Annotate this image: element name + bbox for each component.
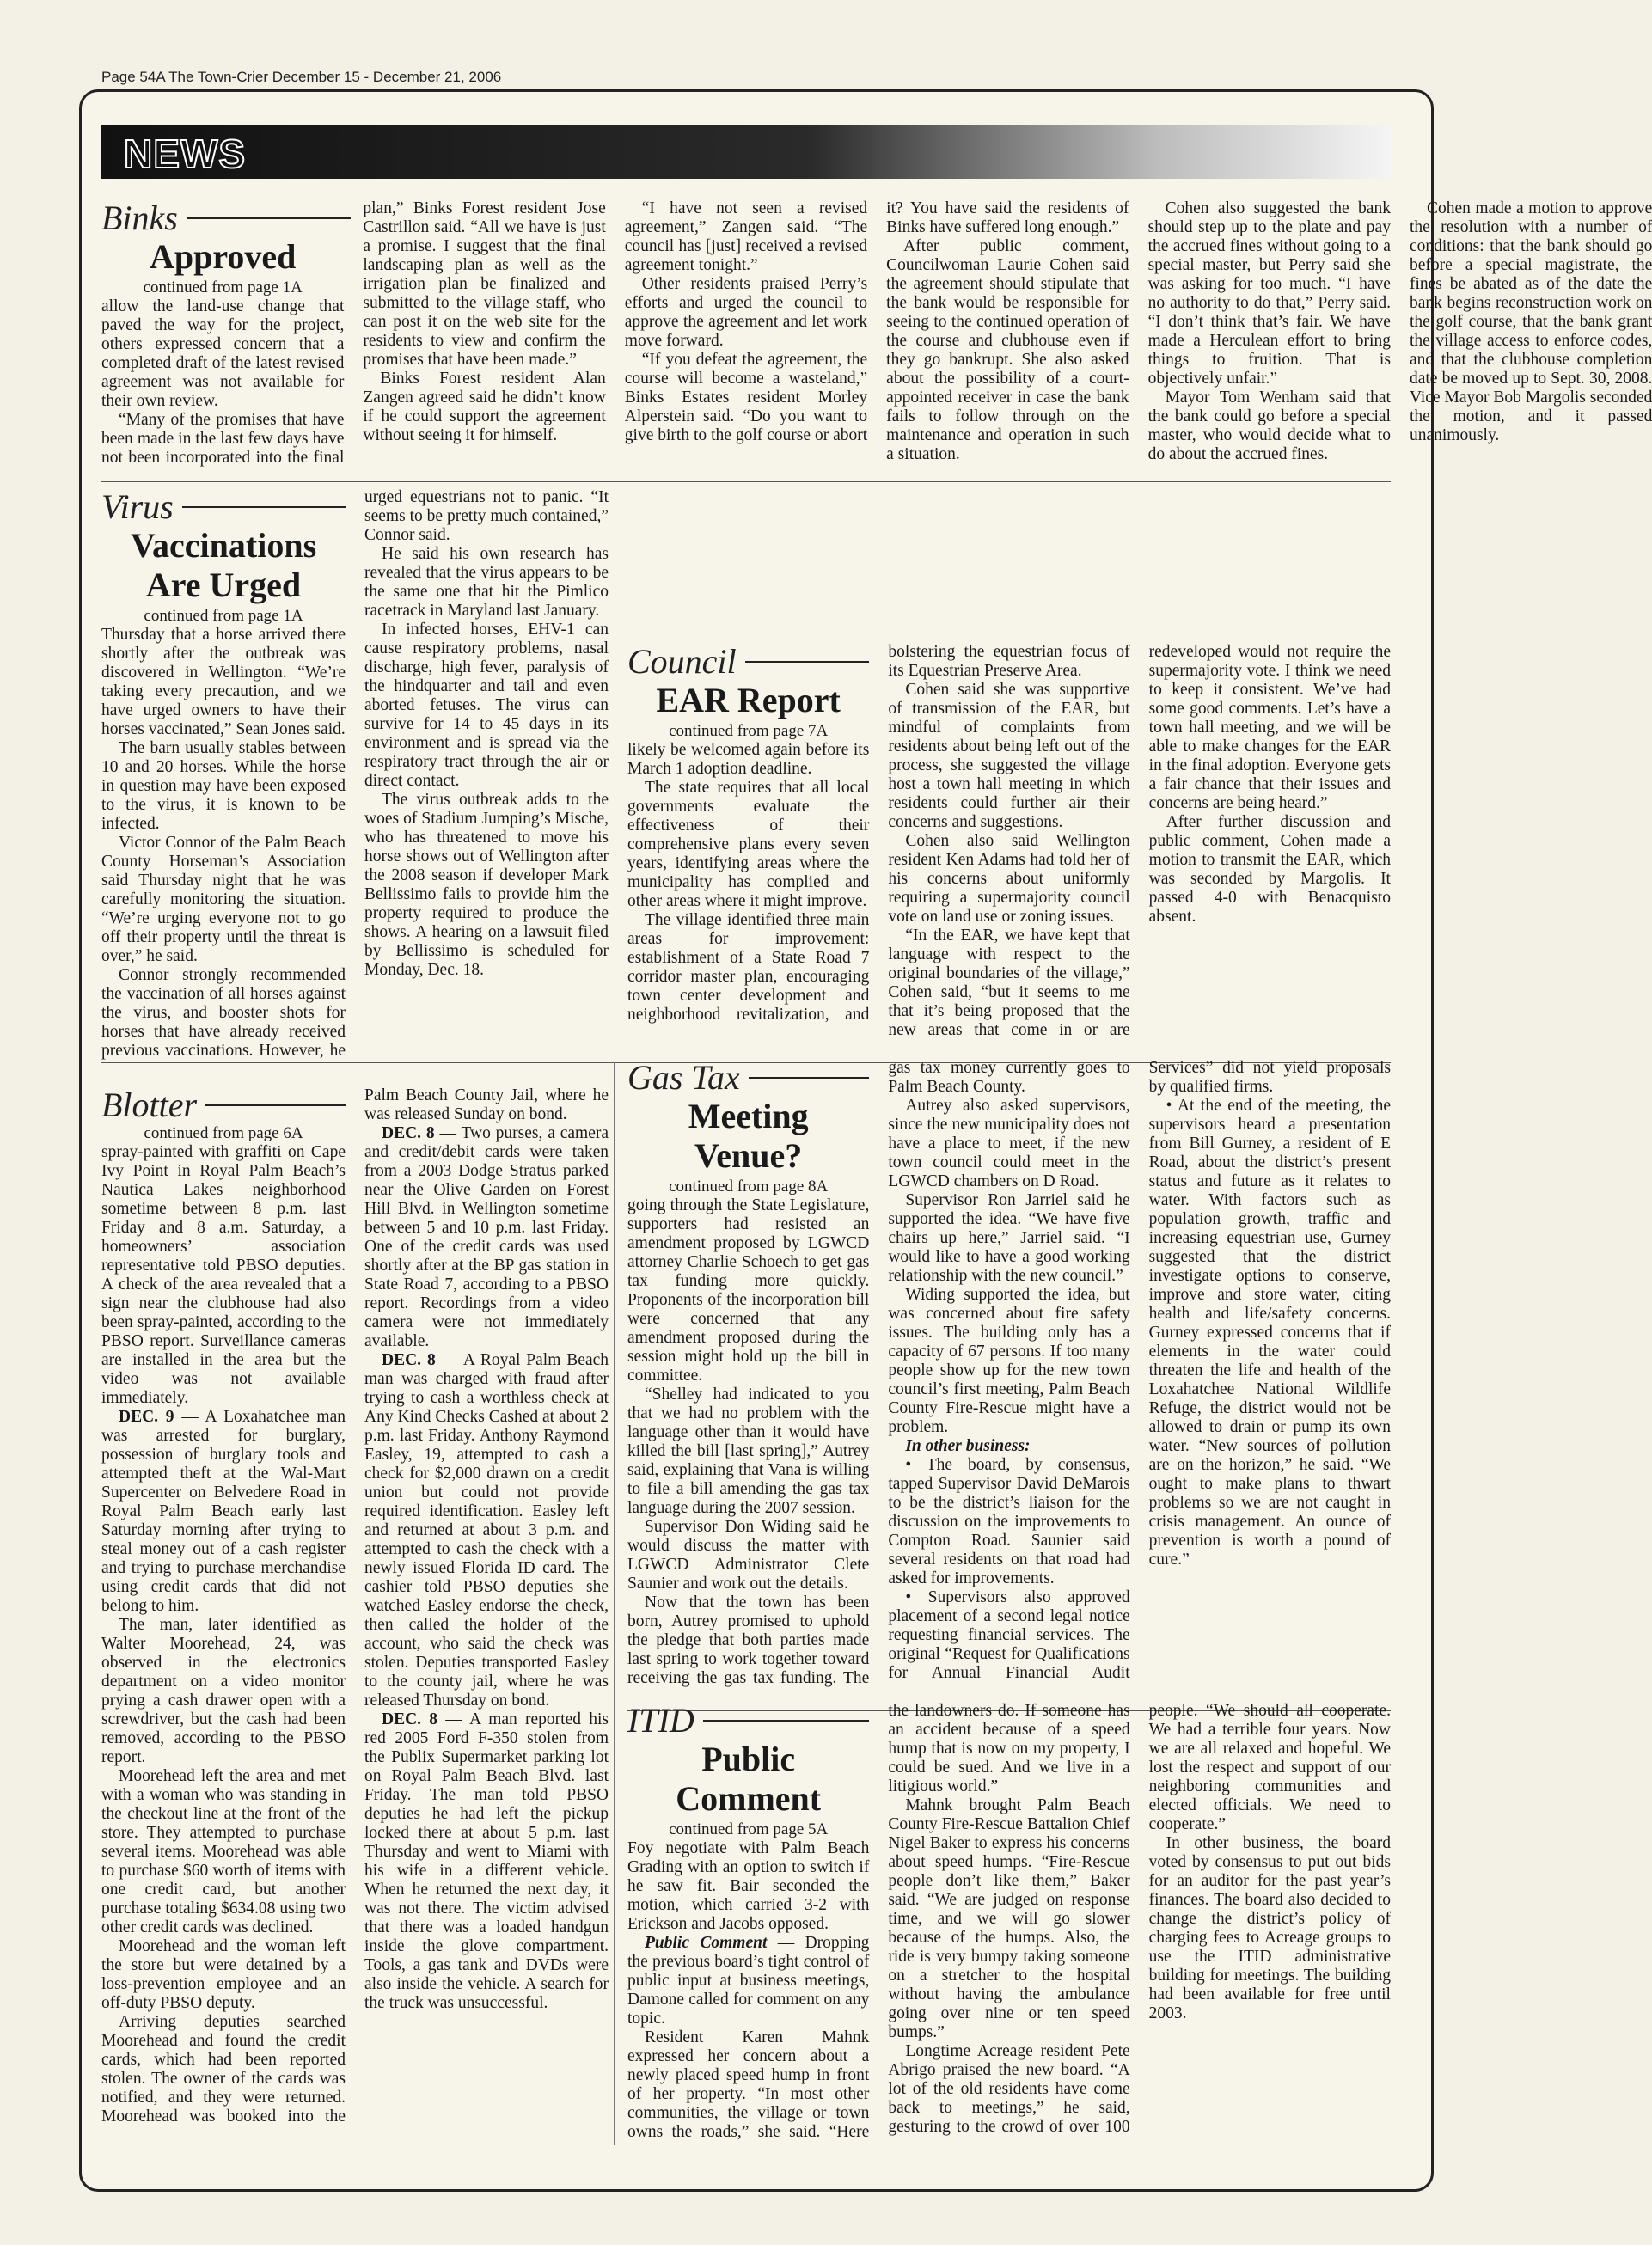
story-paragraph: The virus outbreak adds to the woes of Stadium Jumping’s Mische, who has threatened to move his horse shows out of Wellington after the 2008 season if developer Mark Bellissimo fails to provide him the property required to produce the shows. A hearing on a lawsuit filed by Bellissimo is scheduled for Monday, Dec. 18. bbox=[364, 791, 609, 979]
story-paragraph: Cohen said she was supportive of transmission of the EAR, but mindful of complaints from residents about being left out of the process, she suggested the village host a town hall meeting in which residents could further air their concerns and suggestions. bbox=[888, 681, 1130, 831]
story-paragraph: In other business, the board voted by consensus to put out bids for an auditor for the past year’s finances. The board also decided to change the district’s policy of charging fees to Acreage groups to use the ITID administrative building for meetings. The building had been available for free until 2003. bbox=[1148, 1834, 1391, 2022]
story-kicker: Council bbox=[627, 643, 869, 681]
story-paragraph: “In the EAR, we have kept that language with respect to the original boundaries of the village,” Cohen said, “but it seems to me that it’s being proposed that the new areas that come in or are redeveloped would not require the supermajority vote. I think we need to keep it consistent. We’ve had some good comments. Let’s have a town hall meeting, and we will be able to make changes for the EAR in the final adoption. Everyone gets a fair chance that their issues and concerns are being heard.” bbox=[888, 643, 1391, 1039]
story-kicker: Gas Tax bbox=[627, 1059, 869, 1097]
story-paragraph: spray-painted with graffiti on Cape Ivy Point in Royal Palm Beach’s Nautica Lakes neighborhood sometime between 8 p.m. last Friday and 8 a.m. Saturday, a homeowners’ association representative told PBSO deputies. A check of the area revealed that a sign near the clubhouse had also been spray-painted, according to the PBSO report. Surveillance cameras are installed in the area but the video was not available immediately. bbox=[101, 1143, 346, 1407]
story-headline-line: Venue? bbox=[694, 1136, 803, 1175]
story-gas-tax bbox=[627, 1059, 1391, 1707]
story-paragraph: Public Comment — Dropping the previous board’s tight control of public input at business meetings, Damone called for comment on any topic. bbox=[627, 1934, 870, 2028]
story-paragraph: The barn usually stables between 10 and 20 horses. While the horse in question may have been exposed to the virus, it is known to be infected. bbox=[101, 739, 346, 833]
story-paragraph: Binks Forest resident Alan Zangen agreed said he didn’t know if he could support the agreement without seeing it for himself. bbox=[363, 370, 606, 444]
continued-line: continued from page 1A bbox=[144, 607, 303, 625]
continued-line: continued from page 5A bbox=[669, 1820, 829, 1838]
story-body bbox=[627, 1702, 1391, 2149]
story-paragraph: Longtime Acreage resident Pete Abrigo praised the new board. “A lot of the old residents have come back to meetings,” he said, gesturing to the crowd of over 100 people. “We should all cooperate. We had a terrible four years. Now we are all relaxed and hopeful. We lost the respect and support of our neighboring communities and elected officials. We need to cooperate.” bbox=[888, 1702, 1391, 2136]
story-paragraph: The village identified three main areas for improvement: establishment of a State Road 7 corridor master plan, encouraging town center development and neighborhood revitalization, and bolstering the equestrian focus of its Equestrian Preserve Area. bbox=[627, 643, 1130, 1024]
story-paragraph: After public comment, Councilwoman Laurie Cohen said the agreement should stipulate that the bank would be responsible for seeing to the continued operation of the course and clubhouse even if they go bankrupt. She also asked about the possibility of a court-appointed receiver in case the bank fails to follow through on the maintenance and operation in such a situation. bbox=[886, 237, 1129, 463]
story-paragraph: Resident Karen Mahnk expressed her concern about a newly placed speed hump in front of her property. “In most other communities, the village or town owns the roads,” she said. “Here the landowners do. If someone has an accident because of a speed hump that is now on my property, I could be sued. And we live in a litigious world.” bbox=[627, 1702, 1130, 2141]
story-body bbox=[101, 1086, 609, 2145]
story-binks bbox=[101, 199, 1652, 473]
story-paragraph: Arriving deputies searched Moorehead and found the credit cards, which had been reported stolen. The owner of the cards was notified, and they were returned. Moorehead was booked into the Palm Beach County Jail, where he was released Sunday on bond. bbox=[101, 1086, 609, 2126]
blotter-date: DEC. 8 bbox=[382, 1124, 435, 1142]
continued-line: continued from page 8A bbox=[669, 1178, 829, 1196]
section-title: NEWS bbox=[124, 132, 246, 176]
story-paragraph: going through the State Legislature, supporters had resisted an amendment proposed by LGWCD attorney Charlie Schoech to get gas tax funding more quickly. Proponents of the incorporation bill were concerned that any amendment proposed during the session might hold up the bill in committee. bbox=[627, 1196, 870, 1385]
story-paragraph: Now that the town has been born, Autrey promised to uphold the pledge that both parties made last spring to work together toward receiving the gas tax funding. The gas tax money currently goes to Palm Beach County. bbox=[627, 1059, 1130, 1687]
subhead: In other business: bbox=[905, 1437, 1031, 1455]
story-paragraph: The man, later identified as Walter Moorehead, 24, was observed in the electronics department on a video monitor prying a cash drawer open with a screwdriver, but the cash had been removed, according to the PBSO report. bbox=[101, 1616, 346, 1766]
story-paragraph: In infected horses, EHV-1 can cause respiratory problems, nasal discharge, high fever, paralysis of the hindquarter and tail and even aborted fetuses. The virus can survive for 14 to 45 days in its environment and is spread via the respiratory tract through the air or direct contact. bbox=[364, 621, 609, 790]
continued-line: continued from page 1A bbox=[143, 278, 303, 297]
story-council bbox=[627, 643, 1391, 1047]
story-paragraph: He said his own research has revealed that the virus appears to be the same one that hit the Pimlico racetrack in Maryland last January. bbox=[364, 545, 609, 620]
story-paragraph: Cohen made a motion to approve the resolution with a number of conditions: that the bank should go before a special magistrate, the fines be abated as of the date the bank begins reconstruction work on the golf course, that the bank grant the village access to enforce codes, and that the clubhouse completion date be moved up to Sept. 30, 2008. Vice Mayor Bob Margolis seconded the motion, and it passed unanimously. bbox=[1409, 199, 1652, 444]
story-paragraph: DEC. 9 — A Loxahatchee man was arrested for burglary, possession of burglary tools and attempted theft at the Wal-Mart Supercenter on Belvedere Road in Royal Palm Beach early last Saturday morning after trying to steal money out of a cash register and trying to purchase merchandise using credit cards that did not belong to him. bbox=[101, 1408, 346, 1615]
blotter-date: DEC. 8 bbox=[382, 1710, 438, 1728]
story-kicker: Binks bbox=[101, 199, 351, 237]
story-itid bbox=[627, 1702, 1391, 2149]
story-blotter bbox=[101, 1086, 609, 2145]
story-paragraph: The state requires that all local governments evaluate the effectiveness of their comprehensive plans every seven years, identifying areas where the municipality has complied and other areas where it might improve. bbox=[627, 779, 870, 910]
story-paragraph: Moorehead and the woman left the store but were detained by a loss-prevention employee and an off-duty PBSO deputy. bbox=[101, 1937, 346, 2012]
story-body bbox=[101, 488, 609, 1066]
story-virus bbox=[101, 488, 609, 1066]
story-paragraph: Cohen also suggested the bank should step up to the plate and pay the accrued fines without going to a special master, but Perry said she was asking for too much. “I have no authority to do that,” Perry said. “I don’t think that’s fair. We have made a Herculean effort to bring things to fruition. That is objectively unfair.” bbox=[1147, 199, 1391, 388]
section-banner bbox=[101, 125, 1391, 179]
story-paragraph: Cohen also said Wellington resident Ken Adams had told her of his concerns about uniformly requiring a supermajority council vote on land use or zoning issues. bbox=[888, 832, 1130, 926]
story-paragraph: DEC. 8 — A Royal Palm Beach man was charged with fraud after trying to cash a worthless check at Any Kind Checks Cashed at about 2 p.m. last Friday. Anthony Raymond Easley, 19, attempted to cash a check for $2,000 drawn on a credit union but could not provide required identification. Easley left and returned at about 3 p.m. and attempted to cash the check with a newly issued Florida ID card. The cashier told PBSO deputies she watched Easley endorse the check, then called the holder of the account, who said the check was stolen. Deputies transported Easley to the county jail, where he was released Thursday on bond. bbox=[364, 1351, 609, 1710]
story-paragraph: “I have not seen a revised agreement,” Zangen said. “The council has [just] received a revised agreement tonight.” bbox=[624, 199, 868, 274]
story-paragraph: After further discussion and public comment, Cohen made a motion to transmit the EAR, which was seconded by Margolis. It passed 4-0 with Benacquisto absent. bbox=[1148, 813, 1391, 926]
story-paragraph: • At the end of the meeting, the supervisors heard a presentation from Bill Gurney, a resident of E Road, about the district’s present status and future as it relates to water. With factors such as population growth, traffic and increasing equestrian use, Gurney suggested that the district investigate options to conserve, improve and store water, citing health and life/safety concerns. Gurney expressed concerns that if elements in the water could threaten the life and health of the Loxahatchee National Wildlife Refuge, the district would not be allowed to drain or pump its own water. “New sources of pollution are on the horizon,” he said. “We ought to make plans to thwart problems so we are not caught in crisis management. An ounce of prevention is worth a pound of cure.” bbox=[1148, 1097, 1391, 1569]
story-paragraph: Other residents praised Perry’s efforts and urged the council to approve the agreement and let work move forward. bbox=[624, 275, 868, 350]
story-paragraph: allow the land-use change that paved the way for the project, others expressed concern that a completed draft of the latest revised agreement was not available for their own review. bbox=[101, 297, 345, 410]
blotter-date: DEC. 9 bbox=[119, 1408, 174, 1426]
story-paragraph: Autrey also asked supervisors, since the new municipality does not have a place to meet, if the new town council could meet in the LGWCD chambers on D Road. bbox=[888, 1097, 1130, 1190]
story-paragraph: Moorehead left the area and met with a woman who was standing in the checkout line at the front of the store. They attempted to purchase several items. Moorehead was able to purchase $60 worth of items with one credit card, but another purchase totaling $634.08 using two other credit cards was declined. bbox=[101, 1767, 346, 1936]
story-paragraph bbox=[888, 1437, 1129, 1456]
page-folio: Page 54A The Town-Crier December 15 - December 21, 2006 bbox=[101, 69, 502, 85]
story-headline-line: Vaccinations bbox=[130, 526, 317, 565]
story-headline-line: Comment bbox=[676, 1779, 822, 1818]
story-kicker: Blotter bbox=[101, 1086, 346, 1124]
continued-line: continued from page 7A bbox=[669, 722, 829, 740]
story-body bbox=[101, 199, 1652, 473]
story-paragraph: Victor Connor of the Palm Beach County Horseman’s Association said Thursday night that he was carefully monitoring the situation. “We’re urging everyone not to go off their property until the threat is over,” he said. bbox=[101, 834, 346, 965]
story-paragraph: “Shelley had indicated to you that we had no problem with the language other than it would have killed the bill [last spring],” Autrey said, explaining that Vana is willing to file a bill amending the gas tax language during the 2007 session. bbox=[627, 1386, 870, 1517]
story-kicker: Virus bbox=[101, 488, 346, 526]
story-headline: EAR Report bbox=[656, 681, 841, 719]
story-paragraph: Foy negotiate with Palm Beach Grading with an option to switch if he saw fit. Bair seconded the motion, which carried 3-2 with Erickson and Jacobs opposed. bbox=[627, 1839, 870, 1933]
blotter-date: DEC. 8 bbox=[382, 1351, 436, 1369]
story-paragraph: DEC. 8 — Two purses, a camera and credit/debit cards were taken from a 2003 Dodge Stratus parked near the Olive Garden on Forest Hill Blvd. in Wellington sometime between 5 and 10 p.m. last Friday. One of the credit cards was used shortly after at the BP gas station in State Road 7, according to a PBSO report. Recordings from a video camera were not immediately available. bbox=[364, 1124, 609, 1350]
story-paragraph: Connor strongly recommended the vaccination of all horses against the virus, and booster shots for horses that have already received previous vaccinations. However, he urged equestrians not to panic. “It seems to be pretty much contained,” Connor said. bbox=[101, 488, 609, 1060]
story-paragraph: Widing supported the idea, but was concerned about fire safety issues. The building only has a capacity of 67 persons. If too many people show up for the new town council’s first meeting, Palm Beach County Fire-Rescue might have a problem. bbox=[888, 1286, 1130, 1436]
continued-line: continued from page 6A bbox=[144, 1124, 303, 1142]
story-paragraph: Thursday that a horse arrived there shortly after the outbreak was discovered in Wellington. “We’re taking every precaution, and we have urged owners to have their horses vaccinated,” Sean Jones said. bbox=[101, 626, 346, 738]
subhead: Public Comment bbox=[645, 1934, 768, 1952]
story-paragraph: DEC. 8 — A man reported his red 2005 Ford F-350 stolen from the Publix Supermarket parking lot on Royal Palm Beach Blvd. last Friday. The man told PBSO deputies he had left the pickup locked there at about 5 p.m. last Thursday and went to Miami with his wife in a different vehicle. When he returned the next day, it was not there. The victim advised that there was a loaded handgun inside the glove compartment. Tools, a gas tank and DVDs were also inside the vehicle. A search for the truck was unsuccessful. bbox=[364, 1710, 609, 2012]
story-paragraph: Supervisor Don Widing said he would discuss the matter with LGWCD Administrator Clete Saunier and work out the details. bbox=[627, 1518, 870, 1593]
story-headline-line: Public bbox=[701, 1740, 796, 1778]
story-headline: Approved bbox=[149, 237, 297, 276]
story-paragraph: • The board, by consensus, tapped Supervisor David DeMarois to be the district’s liaison for the discussion on the improvements to Compton Road. Saunier said several residents on that road had asked for improvements. bbox=[888, 1456, 1130, 1587]
story-paragraph: Mayor Tom Wenham said that the bank could go before a special master, who would decide what to do about the accrued fines. bbox=[1147, 388, 1391, 463]
story-body bbox=[627, 643, 1391, 1047]
story-paragraph: • Supervisors also approved placement of a second legal notice requesting financial services. The original “Request for Qualifications for Annual Financial Audit Services” did not yield proposals by qualified firms. bbox=[888, 1059, 1391, 1682]
story-paragraph: Supervisor Ron Jarriel said he supported the idea. “We have five chairs up here,” Jarriel said. “I would like to have a good working relationship with the new council.” bbox=[888, 1191, 1130, 1285]
story-kicker: ITID bbox=[627, 1702, 869, 1740]
story-paragraph: “If you defeat the agreement, the course will become a wasteland,” Binks Estates resident Morley Alperstein said. “Do you want to give birth to the golf course or abort it? You have said the residents of Binks have suffered long enough.” bbox=[624, 199, 1129, 444]
story-paragraph: likely be welcomed again before its March 1 adoption deadline. bbox=[627, 741, 870, 778]
story-paragraph: “Many of the promises that have been made in the last few days have not been incorporated into the final plan,” Binks Forest resident Jose Castrillon said. “All we have is just a promise. I suggest that the final landscaping plan as well as the irrigation plan be finalized and submitted to the village staff, who can post it on the web site for the residents to view and confirm the promises that have been made.” bbox=[101, 199, 606, 467]
story-headline-line: Are Urged bbox=[145, 566, 302, 604]
story-paragraph: Mahnk brought Palm Beach County Fire-Rescue Battalion Chief Nigel Baker to express his concerns about speed humps. “Fire-Rescue people don’t like them,” Baker said. “We are judged on response time, and we will go slower because of the humps. Also, the ride is very bumpy taking someone on a stretcher to the hospital without having the ambulance going over nine or ten speed bumps.” bbox=[888, 1796, 1130, 2041]
story-body bbox=[627, 1059, 1391, 1707]
story-headline-line: Meeting bbox=[688, 1097, 809, 1135]
